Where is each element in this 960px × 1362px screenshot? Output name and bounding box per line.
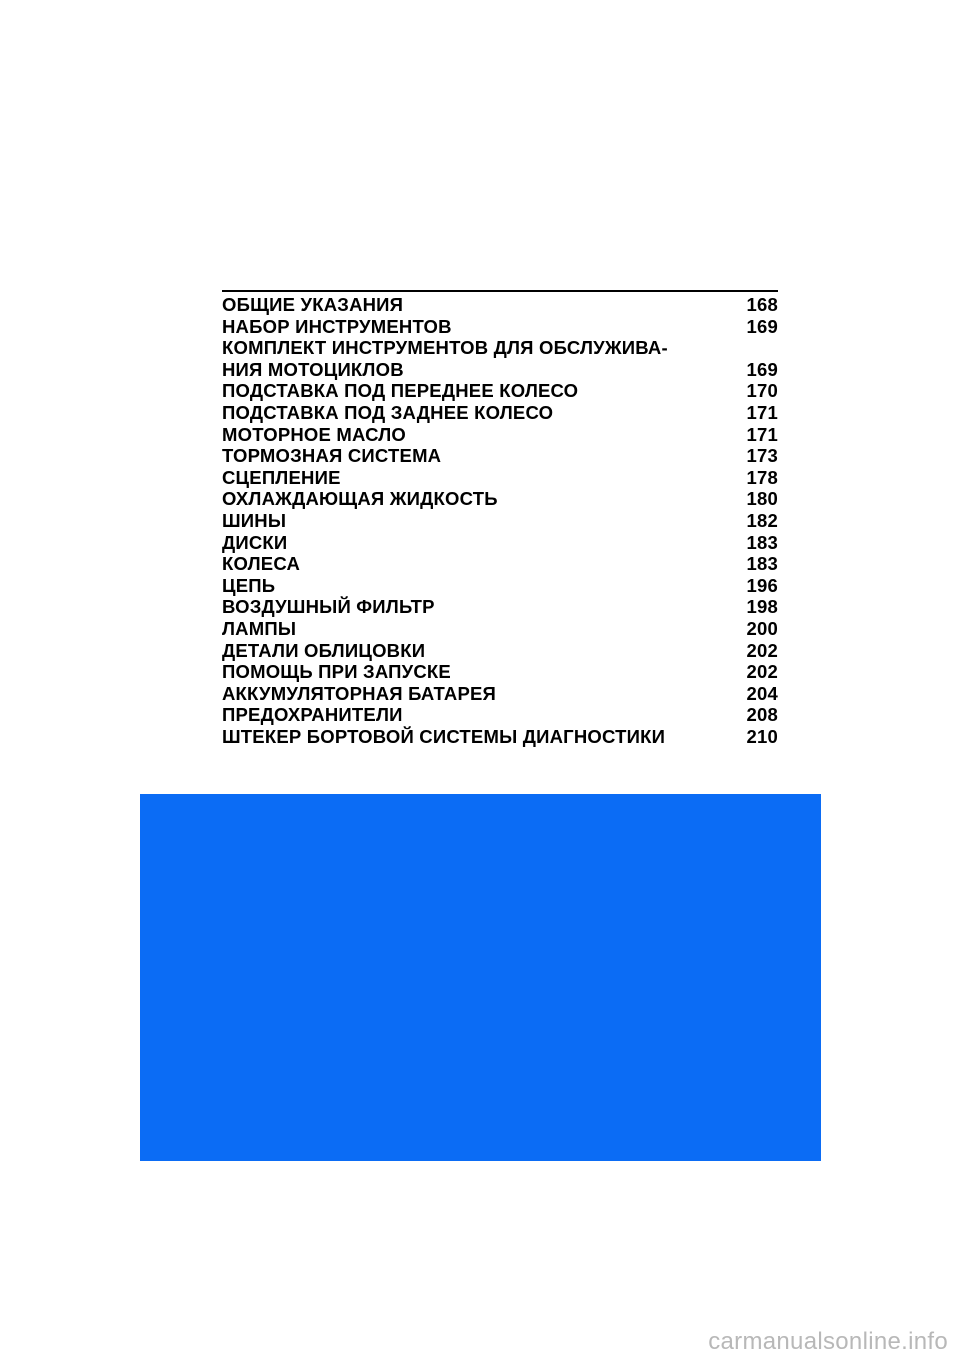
toc-entry-title: ЦЕПЬ	[222, 574, 276, 596]
toc-entry-page: 204	[746, 682, 778, 704]
table-of-contents	[222, 290, 778, 747]
toc-entry-page: 208	[746, 704, 778, 726]
toc-entry[interactable]	[222, 575, 778, 597]
toc-entry[interactable]	[222, 618, 778, 640]
toc-entry-page: 180	[746, 488, 778, 510]
toc-entry[interactable]	[222, 683, 778, 705]
toc-entry-page: 168	[746, 294, 778, 315]
toc-entry-title: ДИСКИ	[222, 531, 288, 553]
toc-entry-title: ВОЗДУШНЫЙ ФИЛЬТР	[222, 596, 435, 618]
toc-entry-title: ПРЕДОХРАНИТЕЛИ	[222, 704, 403, 726]
toc-entry-title: ДЕТАЛИ ОБЛИЦОВКИ	[222, 639, 426, 661]
toc-entry[interactable]	[222, 467, 778, 489]
toc-entry-title: ПОМОЩЬ ПРИ ЗАПУСКЕ	[222, 661, 451, 683]
toc-entry-page: 183	[746, 553, 778, 575]
toc-entry[interactable]	[222, 532, 778, 554]
toc-entry-page: 173	[746, 445, 778, 467]
toc-entry[interactable]	[222, 640, 778, 662]
toc-entry-title: КОЛЕСА	[222, 553, 301, 575]
toc-entry[interactable]	[222, 424, 778, 446]
toc-entry-title: ПОДСТАВКА ПОД ЗАДНЕЕ КОЛЕСО	[222, 401, 554, 423]
toc-entry-page: 169	[746, 315, 778, 337]
toc-entry-page: 171	[746, 423, 778, 445]
toc-entry[interactable]	[222, 294, 778, 316]
toc-entry[interactable]	[222, 704, 778, 726]
toc-entry[interactable]	[222, 445, 778, 467]
toc-entry[interactable]	[222, 661, 778, 683]
toc-entry-page: 198	[746, 596, 778, 618]
toc-entry-title: ПОДСТАВКА ПОД ПЕРЕДНЕЕ КОЛЕСО	[222, 380, 579, 402]
toc-entry[interactable]	[222, 380, 778, 402]
watermark-text: carmanualsonline.info	[708, 1328, 948, 1355]
toc-entry-page: 182	[746, 509, 778, 531]
toc-entry-title: СЦЕПЛЕНИЕ	[222, 466, 341, 488]
toc-entry[interactable]	[222, 316, 778, 338]
toc-entry[interactable]	[222, 337, 778, 380]
toc-entry[interactable]	[222, 553, 778, 575]
toc-entry-page: 171	[746, 401, 778, 423]
toc-entry-title: КОМПЛЕКТ ИНСТРУМЕНТОВ ДЛЯ ОБСЛУЖИВА- НИЯ МОТОЦИКЛОВ	[222, 337, 668, 380]
toc-entry-title: ШИНЫ	[222, 509, 287, 531]
toc-entry-page: 210	[746, 725, 778, 747]
toc-entry-page: 183	[746, 531, 778, 553]
toc-entry[interactable]	[222, 402, 778, 424]
toc-entry-title: ЛАМПЫ	[222, 617, 297, 639]
toc-entry-title: ШТЕКЕР БОРТОВОЙ СИСТЕМЫ ДИАГНОСТИКИ	[222, 725, 666, 747]
toc-entry-title: ОБЩИЕ УКАЗАНИЯ	[222, 294, 404, 315]
toc-entry-title: ТОРМОЗНАЯ СИСТЕМА	[222, 445, 442, 467]
toc-entry-page: 196	[746, 574, 778, 596]
toc-entry-page: 202	[746, 661, 778, 683]
toc-entry[interactable]	[222, 510, 778, 532]
toc-entry-title: ОХЛАЖДАЮЩАЯ ЖИДКОСТЬ	[222, 488, 498, 510]
toc-entry-page: 178	[746, 466, 778, 488]
toc-entry[interactable]	[222, 488, 778, 510]
toc-entry-page: 200	[746, 617, 778, 639]
toc-entry-page: 169	[746, 358, 778, 380]
toc-entry-page: 202	[746, 639, 778, 661]
toc-entry-title: МОТОРНОЕ МАСЛО	[222, 423, 406, 445]
toc-entry-title: НАБОР ИНСТРУМЕНТОВ	[222, 315, 452, 337]
toc-entry-title: АККУМУЛЯТОРНАЯ БАТАРЕЯ	[222, 682, 497, 704]
toc-entry[interactable]	[222, 726, 778, 748]
toc-entry[interactable]	[222, 596, 778, 618]
toc-entry-page: 170	[746, 380, 778, 402]
blue-chapter-block	[140, 794, 821, 1161]
